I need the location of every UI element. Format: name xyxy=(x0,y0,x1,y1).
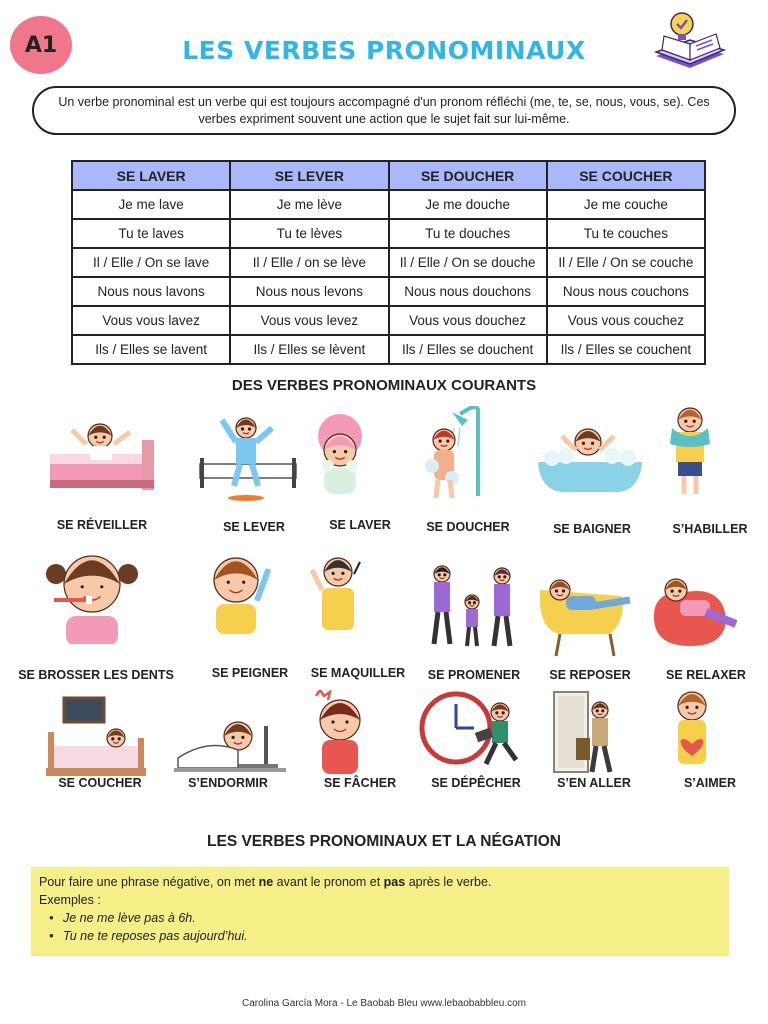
table-cell: Tu te douches xyxy=(389,219,547,248)
table-cell: Il / Elle / On se lave xyxy=(72,248,230,277)
verb-label: SE DÉPÊCHER xyxy=(431,776,521,790)
table-row xyxy=(72,277,705,306)
table-cell: Il / Elle / on se lève xyxy=(230,248,388,277)
verb-label: SE RÉVEILLER xyxy=(56,518,148,532)
table-cell: Je me couche xyxy=(547,190,705,219)
leaving-door-icon xyxy=(534,688,654,788)
table-cell: Il / Elle / On se couche xyxy=(547,248,705,277)
hurry-clock-icon xyxy=(416,688,536,788)
verb-label: SE DOUCHER xyxy=(426,520,510,534)
verb-card xyxy=(532,406,652,536)
page-title: LES VERBES PRONOMINAUX xyxy=(182,36,586,65)
self-love-heart-icon xyxy=(650,684,768,784)
verb-card xyxy=(168,702,288,802)
verb-label: SE REPOSER xyxy=(549,668,631,682)
example-item: ● Je ne me lève pas à 6h. xyxy=(39,909,721,927)
verb-label: SE PEIGNER xyxy=(211,666,289,680)
table-cell: Tu te lèves xyxy=(230,219,388,248)
negation-section-title: LES VERBES PRONOMINAUX ET LA NÉGATION xyxy=(207,833,561,850)
verb-card xyxy=(416,688,536,788)
table-cell: Je me lave xyxy=(72,190,230,219)
table-cell: Nous nous levons xyxy=(230,277,388,306)
table-cell: Nous nous lavons xyxy=(72,277,230,306)
table-row xyxy=(72,190,705,219)
toothbrush-icon xyxy=(36,544,156,644)
verb-card xyxy=(298,544,418,680)
intro-box: Un verbe pronominal est un verbe qui est toujours accompagné d'un pronom réfléchi (me, te, se, nous, vous, se). Ces verbes expriment souvent une action que le sujet fait sur lui-même. xyxy=(32,86,736,135)
footer-credit: Carolina García Mora - Le Baobab Bleu www.lebaobabbleu.com xyxy=(241,998,527,1009)
verb-card xyxy=(408,406,528,534)
angry-girl-icon xyxy=(300,690,420,790)
conjugation-table xyxy=(71,160,706,365)
table-cell: Vous vous levez xyxy=(230,306,388,335)
verb-label: SE FÂCHER xyxy=(323,776,397,790)
verb-card xyxy=(414,558,534,682)
verb-card xyxy=(18,544,174,682)
examples-label: Exemples : xyxy=(39,893,101,907)
table-row xyxy=(72,306,705,335)
table-cell: Ils / Elles se lavent xyxy=(72,335,230,364)
shower-icon xyxy=(408,406,528,506)
face-washing-icon xyxy=(300,408,420,508)
verb-card xyxy=(646,560,766,682)
rule-ne: ne xyxy=(258,875,274,889)
rule-pas: pas xyxy=(383,875,406,889)
verb-label: SE LEVER xyxy=(223,520,285,534)
table-row xyxy=(72,248,705,277)
column-header: SE DOUCHER xyxy=(389,161,547,190)
verb-label: SE RELAXER xyxy=(666,668,746,682)
table-cell: Vous vous douchez xyxy=(389,306,547,335)
table-cell: Nous nous douchons xyxy=(389,277,547,306)
verb-label: SE PROMENER xyxy=(427,668,521,682)
table-cell: Ils / Elles se douchent xyxy=(389,335,547,364)
example-item: ● Tu ne te reposes pas aujourd’hui. xyxy=(39,927,721,945)
table-cell: Ils / Elles se lèvent xyxy=(230,335,388,364)
negation-box xyxy=(31,867,729,956)
verb-card xyxy=(300,690,420,790)
verbs-section-title: DES VERBES PRONOMINAUX COURANTS xyxy=(231,377,537,394)
verb-label: S’HABILLER xyxy=(672,522,748,536)
verb-card xyxy=(530,560,650,682)
verb-card xyxy=(40,694,160,794)
verb-label: SE COUCHER xyxy=(58,776,142,790)
bed-waking-icon xyxy=(42,410,162,510)
rule-text: après le verbe. xyxy=(405,875,492,889)
table-cell: Tu te laves xyxy=(72,219,230,248)
table-cell: Je me lève xyxy=(230,190,388,219)
verb-label: SE BROSSER LES DENTS xyxy=(18,668,174,682)
table-row xyxy=(72,335,705,364)
verb-label: S’ENDORMIR xyxy=(188,776,268,790)
family-walk-icon xyxy=(414,558,534,658)
verb-card xyxy=(534,688,654,788)
makeup-icon xyxy=(298,544,418,644)
verb-card xyxy=(194,408,314,534)
armchair-rest-icon xyxy=(530,560,650,660)
table-cell: Vous vous lavez xyxy=(72,306,230,335)
examples-list xyxy=(39,909,721,945)
column-header: SE LEVER xyxy=(230,161,388,190)
verb-label: S’EN ALLER xyxy=(557,776,631,790)
verb-label: SE LAVER xyxy=(329,518,391,532)
table-cell: Tu te couches xyxy=(547,219,705,248)
negation-rule xyxy=(39,873,721,891)
verb-card xyxy=(650,398,768,536)
level-badge: A1 xyxy=(10,16,72,74)
table-header-row xyxy=(72,161,705,190)
table-cell: Nous nous couchons xyxy=(547,277,705,306)
beanbag-relax-icon xyxy=(646,560,766,660)
table-cell: Je me douche xyxy=(389,190,547,219)
verb-card xyxy=(650,684,768,790)
table-row xyxy=(72,219,705,248)
verb-card xyxy=(42,410,162,532)
column-header: SE COUCHER xyxy=(547,161,705,190)
table-cell: Ils / Elles se couchent xyxy=(547,335,705,364)
bathtub-icon xyxy=(532,406,652,506)
verb-label: SE BAIGNER xyxy=(553,522,631,536)
dressing-icon xyxy=(650,398,768,498)
table-cell: Vous vous couchez xyxy=(547,306,705,335)
rule-text: Pour faire une phrase négative, on met xyxy=(39,875,259,889)
table-cell: Il / Elle / On se douche xyxy=(389,248,547,277)
book-lightbulb-icon xyxy=(650,8,730,78)
jumping-out-of-bed-icon xyxy=(194,408,314,508)
verb-card xyxy=(190,544,310,680)
comb-icon xyxy=(190,544,310,644)
column-header: SE LAVER xyxy=(72,161,230,190)
verb-label: SE MAQUILLER xyxy=(310,666,406,680)
verb-label: S’AIMER xyxy=(683,776,737,790)
rule-text: avant le pronom et xyxy=(273,875,384,889)
verb-card xyxy=(300,408,420,532)
